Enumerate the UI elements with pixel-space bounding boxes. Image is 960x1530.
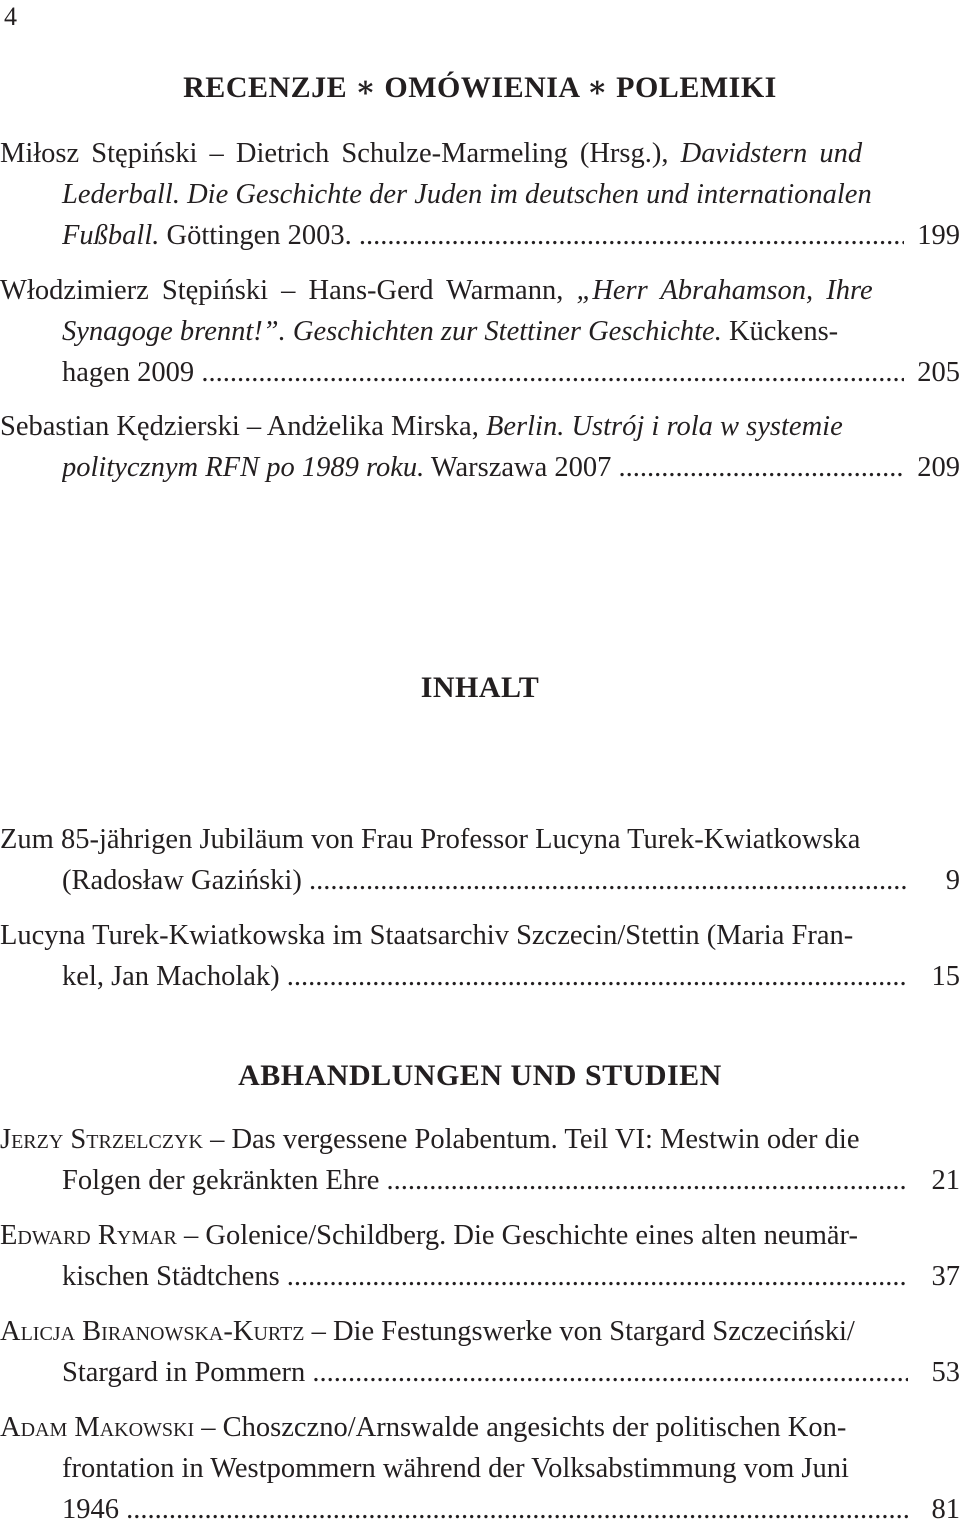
entry-text: Kückens- — [721, 316, 839, 347]
heading-inhalt: INHALT — [420, 671, 540, 704]
toc-entry — [0, 1215, 960, 1297]
heading-reviews: RECENZJE ∗ OMÓWIENIA ∗ POLEMIKI — [183, 71, 777, 104]
entry-text: – Choszczno/Arnswalde angesichts der politischen Kon- — [194, 1412, 847, 1443]
toc-entry — [0, 1311, 960, 1393]
page-number: 4 — [4, 2, 17, 31]
toc-entry — [0, 133, 960, 256]
entry-title: politycznym RFN po 1989 roku. — [62, 452, 425, 483]
entry-text: Sebastian Kędzierski – Andżelika Mirska, — [0, 411, 486, 442]
entry-text: Włodzimierz Stępiński – Hans-Gerd Warmann, — [0, 275, 577, 306]
page-ref: 37 — [931, 1261, 960, 1292]
toc-entry — [0, 915, 960, 997]
toc-entry — [0, 819, 960, 901]
entry-title: Lederball. Die Geschichte der Juden im deutschen und internationalen — [62, 179, 872, 210]
entry-text: Zum 85-jährigen Jubiläum von Frau Professor Lucyna Turek-Kwiatkowska — [0, 824, 861, 855]
toc-entry — [0, 406, 960, 488]
page-ref: 205 — [917, 357, 960, 388]
author-name: Adam Makowski — [0, 1412, 195, 1443]
toc-entry — [0, 1407, 960, 1530]
entry-title: Fußball. — [62, 220, 160, 251]
page-ref: 9 — [945, 865, 960, 896]
entry-text: kel, Jan Macholak) — [62, 961, 287, 992]
page-ref: 199 — [917, 220, 960, 251]
page-ref: 21 — [931, 1165, 960, 1196]
page-ref: 15 — [931, 961, 960, 992]
page-ref: 53 — [931, 1357, 960, 1388]
author-name: Edward Rymar — [0, 1220, 177, 1251]
heading-studies: ABHANDLUNGEN UND STUDIEN — [238, 1059, 722, 1092]
page-ref: 209 — [917, 452, 960, 483]
entry-text: Warszawa 2007 — [424, 452, 612, 483]
entry-text: – Die Festungswerke von Stargard Szczeciński/ — [304, 1316, 855, 1347]
page-ref: 81 — [931, 1494, 960, 1525]
entry-text: (Radosław Gaziński) — [62, 865, 309, 896]
entry-text: – Golenice/Schildberg. Die Geschichte eines alten neumär- — [176, 1220, 858, 1251]
entry-text: Miłosz Stępiński – Dietrich Schulze-Marmeling (Hrsg.), — [0, 138, 681, 169]
entry-title: Berlin. Ustrój i rola w systemie — [485, 411, 843, 442]
entry-text: kischen Städtchens — [62, 1261, 287, 1292]
entry-text: hagen 2009 — [62, 357, 195, 388]
toc-entry — [0, 1119, 960, 1201]
entry-title: Synagoge brennt!”. Geschichten zur Stettiner Geschichte. — [62, 316, 722, 347]
author-name: Jerzy Strzelczyk — [0, 1124, 203, 1155]
entry-text: Folgen der gekränkten Ehre — [62, 1165, 387, 1196]
entry-text: frontation in Westpommern während der Volksabstimmung vom Juni — [62, 1453, 849, 1484]
entry-text: Lucyna Turek-Kwiatkowska im Staatsarchiv Szczecin/Stettin (Maria Fran- — [0, 920, 854, 951]
entry-text: Stargard in Pommern — [62, 1357, 306, 1388]
author-name: Alicja Biranowska-Kurtz — [0, 1316, 305, 1347]
entry-text: 1946 — [62, 1494, 127, 1525]
entry-text: – Das vergessene Polabentum. Teil VI: Mestwin oder die — [202, 1124, 860, 1155]
entry-title: Davidstern und — [680, 138, 863, 169]
toc-entry — [0, 270, 960, 393]
entry-text: Göttingen 2003. — [159, 220, 352, 251]
entry-title: „Herr Abrahamson, Ihre — [576, 275, 873, 306]
